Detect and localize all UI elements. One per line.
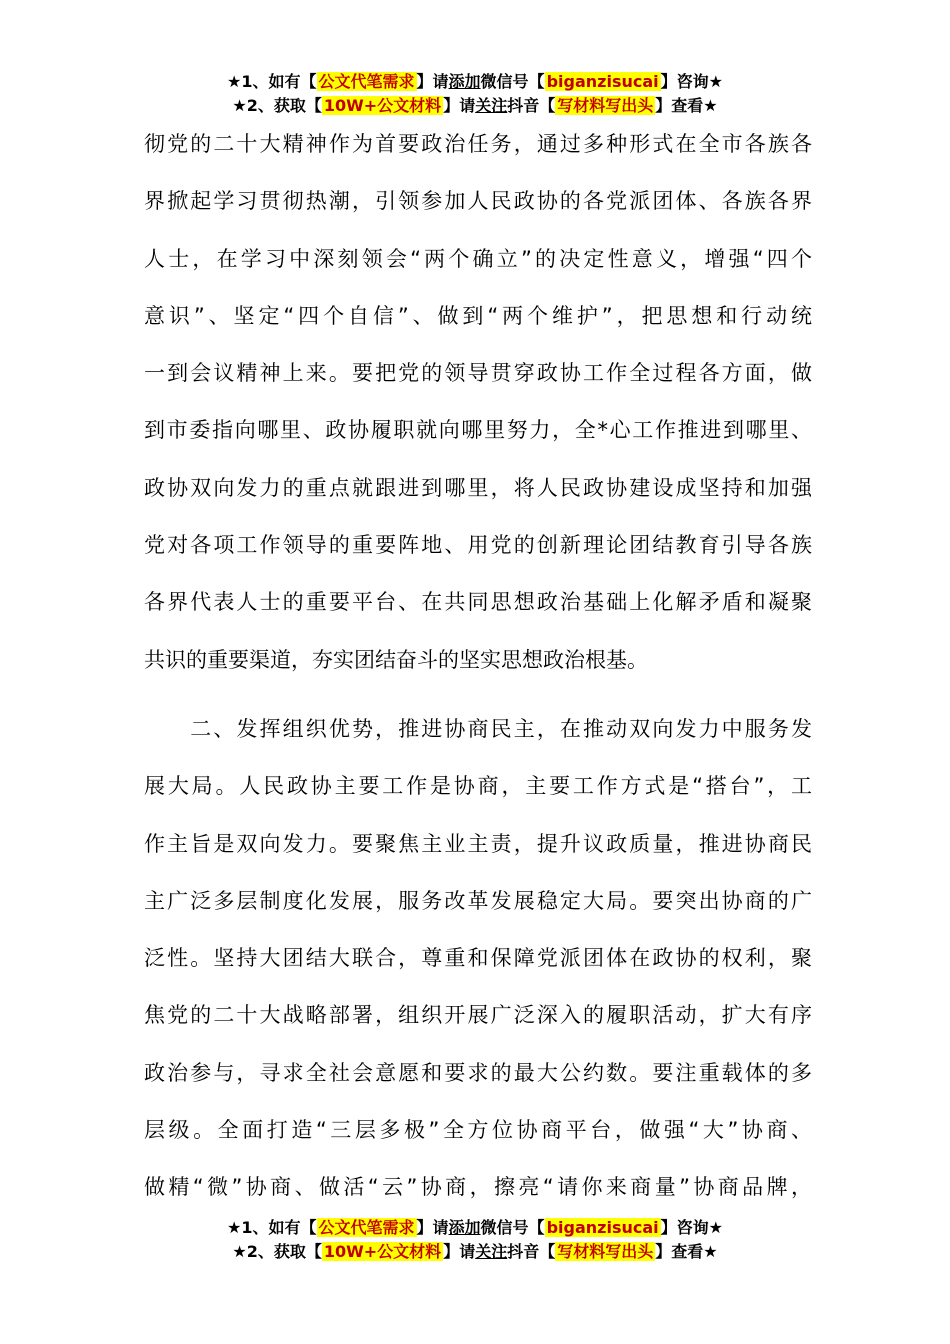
- text-line: 政协双向发力的重点就跟进到哪里，将人民政协建设成坚持和加强: [144, 475, 812, 500]
- highlight-materials: 10W+公文材料: [323, 96, 442, 115]
- text-line: 各界代表人士的重要平台、在共同思想政治基础上化解矛盾和凝聚: [144, 590, 812, 615]
- text-line: 党对各项工作领导的重要阵地、用党的创新理论团结教育引导各族: [144, 533, 812, 558]
- text-line: 作主旨是双向发力。要聚焦主业主责，提升议政质量，推进协商民: [144, 831, 812, 856]
- banner-line-2: ★2、获取【 10W+公文材料 】请关注抖音【 写材料写出头 】查看★: [232, 96, 718, 115]
- footer-banner: [0, 1216, 950, 1264]
- highlight-wechat-id: biganzisucai: [546, 72, 659, 91]
- text-line: 主广泛多层制度化发展，服务改革发展稳定大局。要突出协商的广: [144, 888, 812, 913]
- text-line: 界掀起学习贯彻热潮，引领参加人民政协的各党派团体、各族各界: [144, 189, 812, 214]
- text-line: 焦党的二十大战略部署，组织开展广泛深入的履职活动，扩大有序: [144, 1003, 812, 1028]
- highlight-douyin-account: 写材料写出头: [557, 96, 654, 115]
- text-line: 泛性。坚持大团结大联合，尊重和保障党派团体在政协的权利，聚: [144, 946, 812, 971]
- text-line: 展大局。人民政协主要工作是协商，主要工作方式是“搭台”，工: [144, 774, 812, 799]
- text-line: 人士，在学习中深刻领会“两个确立”的决定性意义，增强“四个: [144, 246, 812, 271]
- underlined-follow: 关注: [475, 1242, 508, 1261]
- text-line: 层级。全面打造“三层多极”全方位协商平台，做强“大”协商、: [144, 1118, 812, 1143]
- text-line: 二、发挥组织优势，推进协商民主，在推动双向发力中服务发: [144, 717, 812, 741]
- banner-line-1: ★1、如有【 公文代笔需求 】请添加微信号【 biganzisucai 】咨询★: [227, 72, 723, 91]
- banner-line-2: ★2、获取【 10W+公文材料 】请关注抖音【 写材料写出头 】查看★: [232, 1242, 718, 1261]
- highlight-wechat-id: biganzisucai: [546, 1218, 659, 1237]
- highlight-materials: 10W+公文材料: [323, 1242, 442, 1261]
- highlight-service: 公文代笔需求: [318, 72, 415, 91]
- text-line: 意识”、坚定“四个自信”、做到“两个维护”，把思想和行动统: [144, 303, 812, 328]
- highlight-douyin-account: 写材料写出头: [557, 1242, 654, 1261]
- underlined-add: 添加: [448, 1218, 481, 1237]
- text-line-last: 共识的重要渠道，夯实团结奋斗的坚实思想政治根基。: [144, 647, 648, 672]
- header-banner: [0, 70, 950, 118]
- paragraph-2: [144, 701, 812, 1217]
- text-line: 一到会议精神上来。要把党的领导贯穿政协工作全过程各方面，做: [144, 361, 812, 386]
- banner-line-1: ★1、如有【 公文代笔需求 】请添加微信号【 biganzisucai 】咨询★: [227, 1218, 723, 1237]
- text-line: 彻党的二十大精神作为首要政治任务，通过多种形式在全市各族各: [144, 132, 812, 156]
- underlined-add: 添加: [448, 72, 481, 91]
- highlight-service: 公文代笔需求: [318, 1218, 415, 1237]
- text-line: 到市委指向哪里、政协履职就向哪里努力，全*心工作推进到哪里、: [144, 418, 812, 443]
- underlined-follow: 关注: [475, 96, 508, 115]
- text-line: 政治参与，寻求全社会意愿和要求的最大公约数。要注重载体的多: [144, 1060, 812, 1085]
- paragraph-1: [144, 116, 812, 689]
- text-line: 做精“微”协商、做活“云”协商，擦亮“请你来商量”协商品牌，: [144, 1175, 812, 1200]
